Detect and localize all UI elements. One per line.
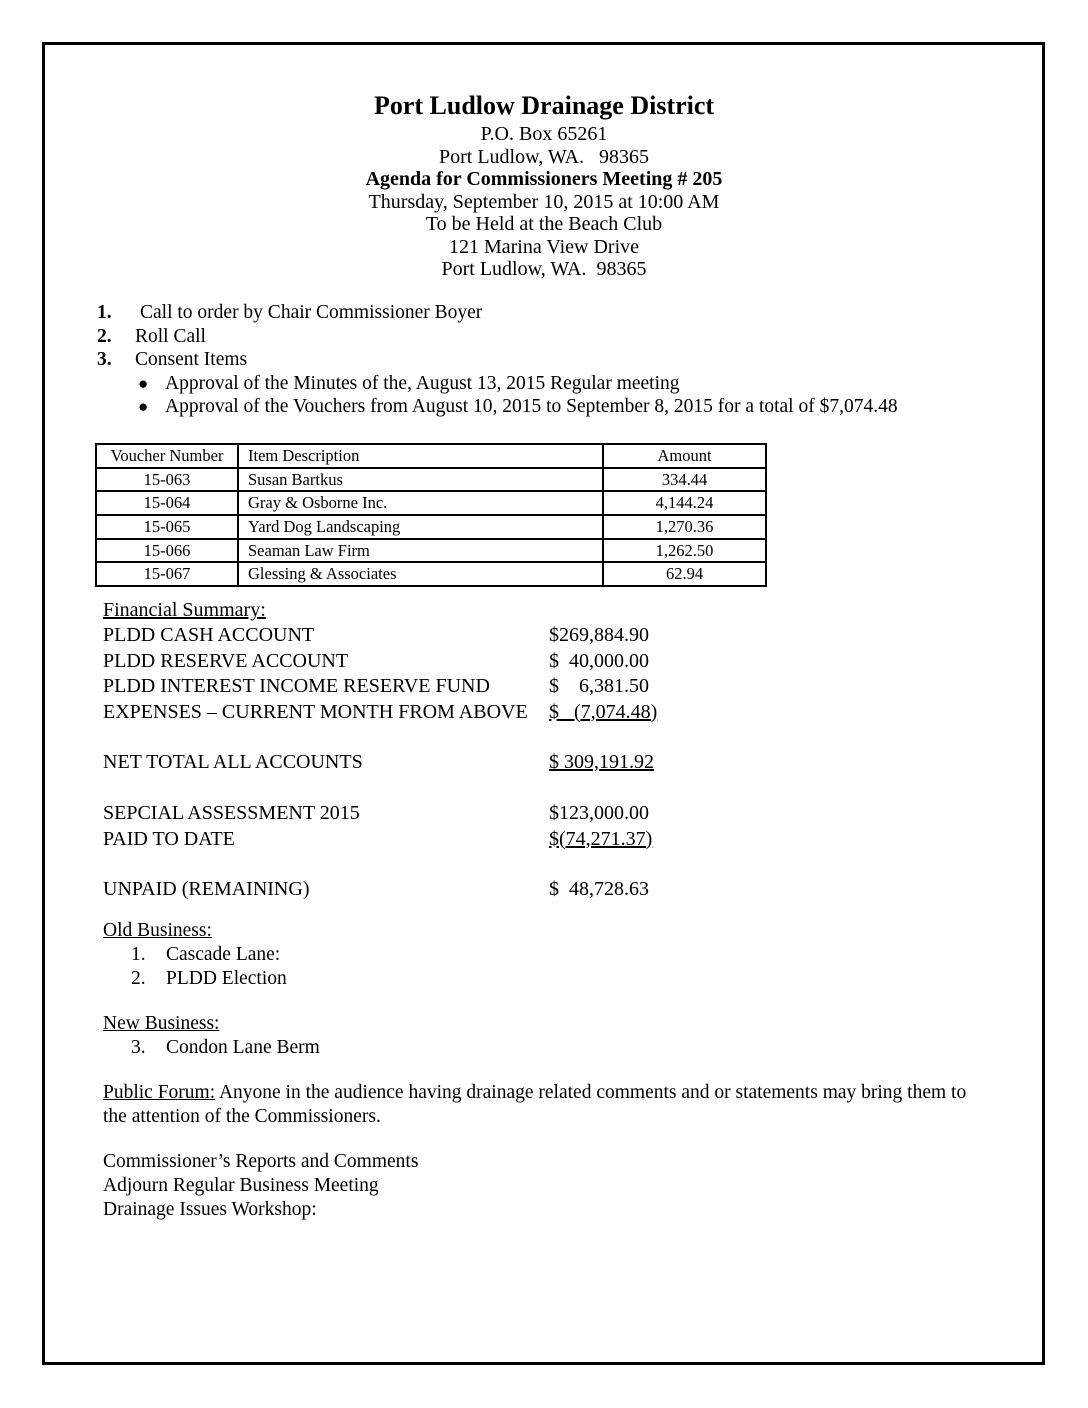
item-description-cell: Gray & Osborne Inc. — [238, 491, 603, 515]
list-item — [103, 967, 287, 991]
list-item-number: 3. — [131, 1037, 146, 1058]
financial-summary-heading: Financial Summary: — [103, 599, 266, 621]
item-description-cell: Susan Bartkus — [238, 468, 603, 492]
agenda-item-text: Consent Items — [135, 349, 248, 370]
new-business-heading: New Business: — [103, 1013, 220, 1034]
amount-cell: 4,144.24 — [603, 491, 766, 515]
financial-label: UNPAID (REMAINING) — [103, 878, 310, 901]
financial-label: SEPCIAL ASSESSMENT 2015 — [103, 802, 360, 825]
financial-label: PAID TO DATE — [103, 827, 235, 850]
closing-line-drainage-workshop: Drainage Issues Workshop: — [103, 1199, 317, 1220]
financial-label: NET TOTAL ALL ACCOUNTS — [103, 751, 363, 774]
item-description-cell: Glessing & Associates — [238, 562, 603, 586]
doc-title: Port Ludlow Drainage District — [373, 91, 715, 120]
table-row — [96, 562, 766, 586]
agenda-item-number: 2. — [97, 325, 112, 347]
table-row — [96, 491, 766, 515]
closing-line-adjourn: Adjourn Regular Business Meeting — [103, 1175, 379, 1196]
financial-row-expenses — [103, 700, 983, 725]
new-business-section — [103, 1012, 320, 1060]
financial-row-reserve — [103, 649, 983, 674]
public-forum-section — [103, 1081, 975, 1129]
voucher-header-cell: Item Description — [238, 444, 603, 468]
table-row — [96, 468, 766, 492]
header-line-location: To be Held at the Beach Club — [425, 213, 663, 235]
closing-section — [103, 1150, 418, 1222]
list-item-text: Cascade Lane: — [166, 944, 281, 965]
item-description-cell: Yard Dog Landscaping — [238, 515, 603, 539]
list-item — [103, 1036, 320, 1060]
financial-value: $ 309,191.92 — [549, 751, 654, 774]
header-line-po-box: P.O. Box 65261 — [480, 123, 608, 145]
header-line-city: Port Ludlow, WA. 98365 — [439, 145, 649, 168]
old-business-heading: Old Business: — [103, 920, 212, 941]
amount-cell: 1,270.36 — [603, 515, 766, 539]
voucher-number-cell: 15-065 — [96, 515, 238, 539]
amount-cell: 1,262.50 — [603, 539, 766, 563]
voucher-number-cell: 15-067 — [96, 562, 238, 586]
financial-row-special-assessment — [103, 801, 983, 826]
financial-value: $ 6,381.50 — [549, 675, 649, 698]
financial-row-unpaid — [103, 877, 983, 902]
financial-row-paid-to-date — [103, 827, 983, 852]
agenda-bullet-item — [97, 372, 898, 396]
public-forum-heading: Public Forum: — [103, 1082, 216, 1103]
voucher-number-cell: 15-066 — [96, 539, 238, 563]
financial-row-interest — [103, 674, 983, 699]
voucher-table — [95, 443, 767, 587]
document-header — [0, 92, 1088, 281]
table-row — [96, 539, 766, 563]
financial-label: PLDD CASH ACCOUNT — [103, 624, 315, 647]
bullet-icon: ● — [138, 397, 149, 416]
voucher-header-cell: Voucher Number — [96, 444, 238, 468]
header-line-city2: Port Ludlow, WA. 98365 — [441, 258, 647, 280]
financial-value: $(74,271.37) — [549, 827, 653, 850]
public-forum-text: Anyone in the audience having drainage related comments and or statements may bring them to the attention of the Commissioners. — [103, 1082, 967, 1127]
amount-cell: 334.44 — [603, 468, 766, 492]
list-item — [103, 943, 287, 967]
agenda-bullet-text: Approval of the Minutes of the, August 13, 2015 Regular meeting — [165, 372, 680, 394]
financial-value: $123,000.00 — [549, 802, 649, 825]
agenda-item — [97, 325, 898, 349]
list-item-text: Condon Lane Berm — [166, 1037, 320, 1058]
header-line-datetime: Thursday, September 10, 2015 at 10:00 AM — [368, 190, 720, 213]
financial-value: $ (7,074.48) — [549, 700, 658, 723]
bullet-icon: ● — [138, 373, 149, 393]
voucher-header-cell: Amount — [603, 444, 766, 468]
agenda-item-number: 3. — [97, 349, 112, 370]
financial-label: PLDD RESERVE ACCOUNT — [103, 649, 349, 672]
financial-row-cash — [103, 623, 983, 648]
voucher-number-cell: 15-064 — [96, 491, 238, 515]
financial-value: $ 48,728.63 — [549, 878, 649, 901]
agenda-item — [97, 301, 898, 325]
voucher-number-cell: 15-063 — [96, 468, 238, 492]
list-item-text: PLDD Election — [166, 968, 287, 989]
item-description-cell: Seaman Law Firm — [238, 539, 603, 563]
header-line-agenda-title: Agenda for Commissioners Meeting # 205 — [365, 168, 723, 190]
header-line-street: 121 Marina View Drive — [448, 235, 640, 258]
financial-label: EXPENSES – CURRENT MONTH FROM ABOVE — [103, 700, 528, 723]
agenda-item-number: 1. — [97, 302, 112, 323]
table-row — [96, 515, 766, 539]
agenda-item-text: Roll Call — [135, 325, 206, 347]
list-item-number: 1. — [131, 944, 146, 965]
amount-cell: 62.94 — [603, 562, 766, 586]
agenda-list — [97, 301, 898, 419]
financial-value: $269,884.90 — [549, 624, 649, 647]
agenda-item-text: Call to order by Chair Commissioner Boyer — [140, 302, 483, 323]
agenda-bullet-item — [97, 395, 898, 419]
agenda-bullet-text: Approval of the Vouchers from August 10, 2015 to September 8, 2015 for a total of $7,074.48 — [165, 396, 898, 417]
closing-line-commissioners-reports: Commissioner’s Reports and Comments — [103, 1151, 419, 1172]
financial-value: $ 40,000.00 — [549, 649, 649, 672]
financial-summary — [103, 598, 983, 903]
list-item-number: 2. — [131, 968, 146, 989]
old-business-section — [103, 919, 287, 991]
agenda-item — [97, 348, 898, 372]
financial-row-net-total — [103, 750, 983, 775]
voucher-header-row — [96, 444, 766, 468]
financial-label: PLDD INTEREST INCOME RESERVE FUND — [103, 675, 490, 698]
